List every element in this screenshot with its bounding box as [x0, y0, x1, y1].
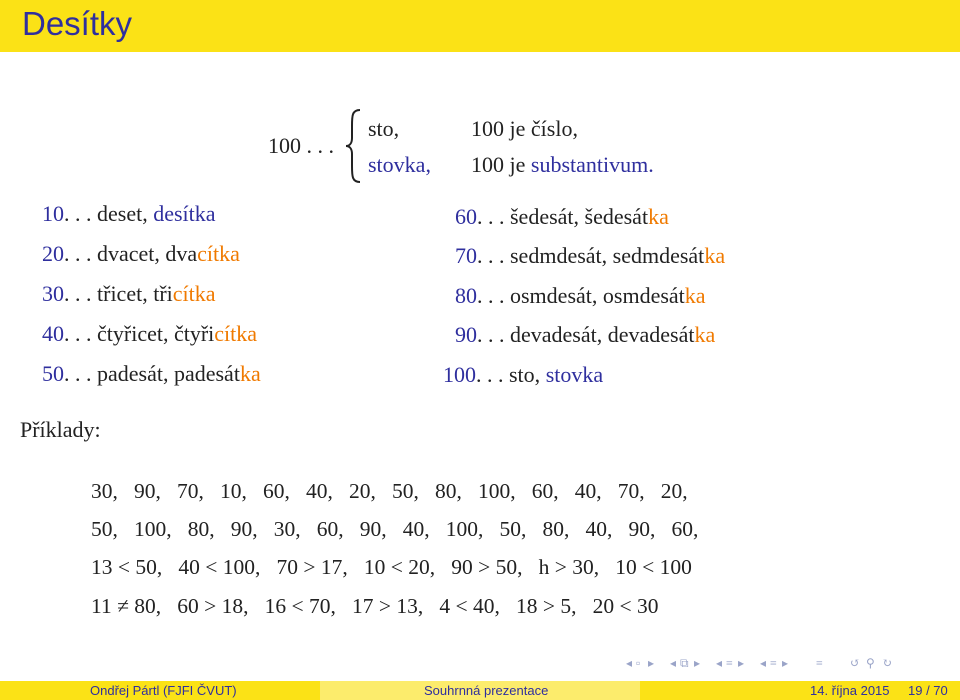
- nav-forward-icon[interactable]: ↻: [882, 656, 893, 670]
- footer-right: [640, 681, 960, 700]
- list-item: 60. . . šedesát, šedesátka: [455, 204, 669, 229]
- footer-page: 19 / 70: [908, 683, 948, 698]
- hundred-desc-1: 100 je číslo,: [471, 116, 578, 141]
- hundred-word-2: stovka,: [368, 152, 431, 177]
- nav-frame-icon[interactable]: ▫: [636, 656, 641, 670]
- curly-brace: [344, 108, 364, 184]
- nav-doc-icon[interactable]: ≡: [770, 656, 777, 670]
- nav-prev-section-icon[interactable]: ◂: [716, 656, 723, 670]
- footer: [0, 681, 960, 700]
- examples-line: 11 ≠ 80, 60 > 18, 16 < 70, 17 > 13, 4 < 40, 18 > 5, 20 < 30: [91, 594, 659, 618]
- list-item: 20. . . dvacet, dvacítka: [42, 241, 240, 266]
- title-bar: [0, 0, 960, 52]
- footer-presentation: Souhrnná prezentace: [424, 683, 549, 698]
- nav-prev-doc-icon[interactable]: ◂: [760, 656, 767, 670]
- list-item: 40. . . čtyřicet, čtyřicítka: [42, 321, 258, 346]
- nav-next-frame-icon[interactable]: ▸: [648, 656, 655, 670]
- footer-author: Ondřej Pártl (FJFI ČVUT): [90, 683, 237, 698]
- list-item: 100. . . sto, stovka: [443, 362, 604, 387]
- list-item: 50. . . padesát, padesátka: [42, 361, 261, 386]
- nav-prev-subsection-icon[interactable]: ◂: [670, 656, 677, 670]
- examples-label: Příklady:: [20, 417, 101, 442]
- list-item: 80. . . osmdesát, osmdesátka: [455, 283, 706, 308]
- hundred-lead: 100 . . .: [268, 133, 334, 158]
- nav-next-section-icon[interactable]: ▸: [738, 656, 745, 670]
- nav-next-doc-icon[interactable]: ▸: [782, 656, 789, 670]
- hundred-desc-2: 100 je substantivum.: [471, 152, 654, 177]
- nav-next-subsection-icon[interactable]: ▸: [694, 656, 701, 670]
- examples-line: 30, 90, 70, 10, 60, 40, 20, 50, 80, 100, 60, 40, 70, 20,: [91, 479, 688, 503]
- nav-search-icon[interactable]: ⚲: [866, 656, 875, 670]
- nav-back-icon[interactable]: ↺: [850, 656, 861, 670]
- nav-prev-frame-icon[interactable]: ◂: [626, 656, 633, 670]
- nav-subsection-icon[interactable]: ⧉: [680, 656, 689, 670]
- footer-date: 14. října 2015: [810, 683, 890, 698]
- list-item: 30. . . třicet, třicítka: [42, 281, 216, 306]
- nav-section-icon[interactable]: ≡: [726, 656, 733, 670]
- nav-align-icon[interactable]: ≡: [816, 656, 823, 670]
- footer-left: [0, 681, 320, 700]
- list-item: 70. . . sedmdesát, sedmdesátka: [455, 243, 726, 268]
- examples-line: 13 < 50, 40 < 100, 70 > 17, 10 < 20, 90 > 50, h > 30, 10 < 100: [91, 555, 692, 579]
- list-item: 10. . . deset, desítka: [42, 201, 216, 226]
- slide-title: Desítky: [22, 5, 133, 42]
- hundred-word-1: sto,: [368, 116, 400, 141]
- footer-center: [320, 681, 640, 700]
- list-item: 90. . . devadesát, devadesátka: [455, 322, 716, 347]
- examples-line: 50, 100, 80, 90, 30, 60, 90, 40, 100, 50, 80, 40, 90, 60,: [91, 517, 699, 541]
